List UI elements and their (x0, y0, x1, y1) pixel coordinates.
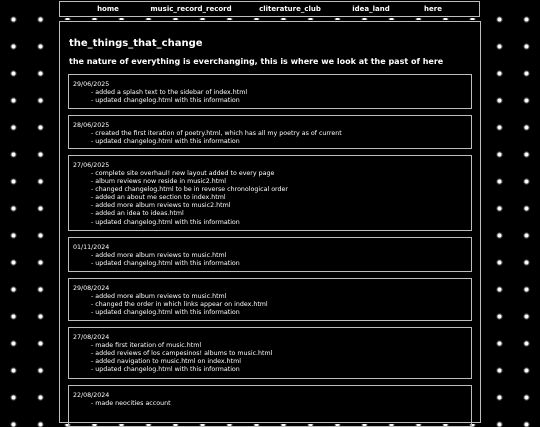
entry-item: - updated changelog.html with this information (91, 138, 342, 146)
entry-item: - made first iteration of music.html (91, 342, 272, 350)
entry-date: 29/06/2025 (73, 81, 110, 88)
main-panel (59, 21, 481, 423)
entry-item: - updated changelog.html with this information (91, 366, 272, 374)
nav-link-here[interactable]: here (424, 5, 442, 13)
entry-item-list (91, 130, 342, 146)
entry-item: - made neocities account (91, 400, 171, 408)
entry-date: 27/08/2024 (73, 334, 110, 341)
changelog-entry (68, 385, 472, 427)
nav-link-cliterature-club[interactable]: cliterature_club (259, 5, 321, 13)
changelog-entry (68, 327, 472, 379)
nav-link-home[interactable]: home (97, 5, 119, 13)
entry-item: - updated changelog.html with this information (91, 309, 268, 317)
top-nav (59, 1, 480, 17)
entry-item-list (91, 400, 171, 408)
entry-item: - album reviews now reside in music2.html (91, 178, 288, 186)
entry-item: - updated changelog.html with this information (91, 219, 288, 227)
entry-item: - complete site overhaul! new layout added to every page (91, 170, 288, 178)
entry-item-list (91, 293, 268, 317)
entry-item: - added more album reviews to music.html (91, 293, 268, 301)
entry-item: - added an idea to ideas.html (91, 210, 288, 218)
nav-link-idea-land[interactable]: idea_land (352, 5, 390, 13)
changelog-entry (68, 278, 472, 321)
entry-item: - changed changelog.html to be in reverse chronological order (91, 186, 288, 194)
page-subtitle: the nature of everything is everchanging, this is where we look at the past of here (69, 57, 444, 66)
entry-item-list (91, 170, 288, 227)
entry-date: 01/11/2024 (73, 244, 110, 251)
entry-date: 22/08/2024 (73, 392, 110, 399)
entry-item: - added an about me section to index.html (91, 194, 288, 202)
entry-item: - added navigation to music.html on index.html (91, 358, 272, 366)
changelog-entry (68, 74, 472, 109)
page-title: the_things_that_change (69, 38, 203, 49)
entry-item: - updated changelog.html with this information (91, 97, 247, 105)
entry-item-list (91, 342, 272, 374)
entry-item: - created the first iteration of poetry.html, which has all my poetry as of current (91, 130, 342, 138)
changelog-entry (68, 115, 472, 149)
entry-item-list (91, 89, 247, 105)
entry-date: 28/06/2025 (73, 122, 110, 129)
entry-item: - changed the order in which links appear on index.html (91, 301, 268, 309)
entry-item-list (91, 252, 240, 268)
entry-item: - added more album reviews to music.html (91, 252, 240, 260)
entry-item: - added reviews of los campesinos! albums to music.html (91, 350, 272, 358)
entry-item: - added more album reviews to music2.html (91, 202, 288, 210)
changelog-entry (68, 155, 472, 231)
entry-item: - updated changelog.html with this information (91, 260, 240, 268)
entry-date: 27/06/2025 (73, 162, 110, 169)
entry-item: - added a splash text to the sidebar of index.html (91, 89, 247, 97)
nav-link-music-record-record[interactable]: music_record_record (150, 5, 232, 13)
entry-date: 29/08/2024 (73, 285, 110, 292)
changelog-entry (68, 237, 472, 272)
